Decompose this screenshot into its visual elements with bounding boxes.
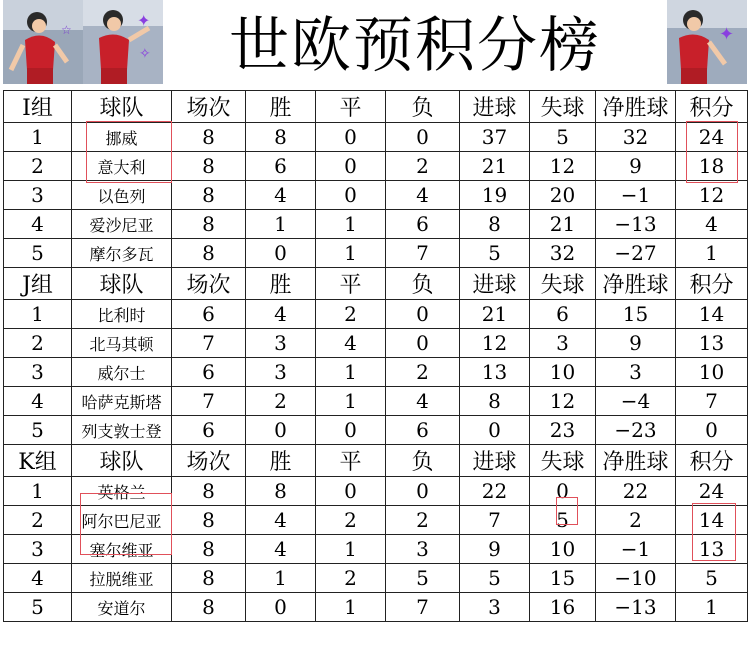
table-row	[4, 358, 748, 387]
column-header: 场次	[172, 268, 246, 300]
table-cell: 3	[246, 329, 316, 358]
table-row	[4, 416, 748, 445]
table-cell: −1	[596, 181, 676, 210]
table-cell: −13	[596, 210, 676, 239]
table-cell: 12	[530, 152, 596, 181]
group-header-row	[4, 268, 748, 300]
column-header: 净胜球	[596, 445, 676, 477]
table-cell: 8	[172, 593, 246, 622]
table-cell: 24	[676, 477, 748, 506]
table-cell: 2	[4, 329, 72, 358]
table-cell: 32	[596, 123, 676, 152]
table-row	[4, 387, 748, 416]
table-cell: −23	[596, 416, 676, 445]
table-cell: 18	[676, 152, 748, 181]
table-cell: 5	[460, 564, 530, 593]
column-header: 失球	[530, 445, 596, 477]
table-cell: 8	[172, 123, 246, 152]
column-header: 平	[316, 268, 386, 300]
table-cell: 14	[676, 506, 748, 535]
table-cell: 7	[172, 387, 246, 416]
column-header: 进球	[460, 91, 530, 123]
table-row	[4, 593, 748, 622]
table-cell: 3	[530, 329, 596, 358]
table-cell: 2	[596, 506, 676, 535]
table-cell: 4	[246, 535, 316, 564]
team-name-cell: 摩尔多瓦	[72, 239, 172, 268]
basketball-player-image	[3, 0, 83, 84]
table-cell: 0	[246, 416, 316, 445]
table-cell: 3	[4, 535, 72, 564]
table-cell: 22	[460, 477, 530, 506]
table-cell: 37	[460, 123, 530, 152]
table-cell: 0	[530, 477, 596, 506]
column-header: 胜	[246, 268, 316, 300]
basketball-player-image	[667, 0, 747, 84]
table-cell: 21	[460, 152, 530, 181]
table-cell: 10	[530, 358, 596, 387]
table-cell: 0	[316, 123, 386, 152]
table-cell: 13	[676, 535, 748, 564]
table-cell: 21	[530, 210, 596, 239]
table-cell: 8	[460, 210, 530, 239]
table-cell: 2	[316, 506, 386, 535]
table-cell: 6	[172, 358, 246, 387]
table-cell: 1	[316, 387, 386, 416]
column-header: 积分	[676, 268, 748, 300]
table-row	[4, 239, 748, 268]
basketball-player-image	[83, 0, 163, 84]
column-header: 积分	[676, 91, 748, 123]
table-cell: 4	[246, 300, 316, 329]
table-cell: 12	[460, 329, 530, 358]
table-cell: 23	[530, 416, 596, 445]
table-cell: 7	[386, 593, 460, 622]
table-cell: 2	[4, 152, 72, 181]
table-cell: 4	[386, 387, 460, 416]
team-name-cell: 以色列	[72, 181, 172, 210]
table-cell: 21	[460, 300, 530, 329]
group-header-row	[4, 445, 748, 477]
column-header: 负	[386, 268, 460, 300]
svg-text:✦: ✦	[137, 11, 151, 30]
table-cell: 7	[676, 387, 748, 416]
table-cell: 4	[246, 181, 316, 210]
table-cell: 0	[386, 300, 460, 329]
column-header: 球队	[72, 91, 172, 123]
table-row	[4, 564, 748, 593]
column-header: 胜	[246, 445, 316, 477]
table-cell: 1	[246, 210, 316, 239]
table-cell: 0	[246, 239, 316, 268]
group-label: K组	[4, 445, 72, 477]
header	[0, 0, 750, 88]
table-cell: 5	[676, 564, 748, 593]
table-cell: 2	[4, 506, 72, 535]
table-cell: 3	[4, 358, 72, 387]
table-cell: 10	[676, 358, 748, 387]
table-cell: 3	[4, 181, 72, 210]
table-cell: 14	[676, 300, 748, 329]
table-row	[4, 152, 748, 181]
table-cell: 10	[530, 535, 596, 564]
table-cell: 1	[316, 358, 386, 387]
table-cell: 0	[460, 416, 530, 445]
column-header: 失球	[530, 268, 596, 300]
table-cell: 4	[676, 210, 748, 239]
column-header: 进球	[460, 445, 530, 477]
table-cell: 6	[386, 416, 460, 445]
table-cell: 4	[316, 329, 386, 358]
table-cell: 20	[530, 181, 596, 210]
table-row	[4, 329, 748, 358]
table-cell: 1	[676, 593, 748, 622]
table-cell: 8	[246, 477, 316, 506]
table-cell: 9	[596, 329, 676, 358]
svg-text:☆: ☆	[61, 23, 72, 37]
table-row	[4, 300, 748, 329]
group-label: J组	[4, 268, 72, 300]
column-header: 失球	[530, 91, 596, 123]
table-row	[4, 210, 748, 239]
table-cell: 13	[676, 329, 748, 358]
table-cell: 1	[4, 477, 72, 506]
table-cell: 0	[386, 329, 460, 358]
table-cell: 9	[460, 535, 530, 564]
team-name-cell: 拉脱维亚	[72, 564, 172, 593]
table-row	[4, 506, 748, 535]
table-cell: 8	[460, 387, 530, 416]
table-cell: 8	[172, 239, 246, 268]
page-title: 世欧预积分榜	[229, 11, 601, 81]
table-cell: 1	[4, 123, 72, 152]
table-cell: 0	[316, 477, 386, 506]
table-cell: 5	[4, 416, 72, 445]
table-cell: 3	[246, 358, 316, 387]
standings-table	[3, 90, 748, 622]
team-name-cell: 哈萨克斯塔	[72, 387, 172, 416]
table-cell: 8	[172, 152, 246, 181]
table-cell: 5	[460, 239, 530, 268]
table-cell: 5	[530, 123, 596, 152]
table-row	[4, 535, 748, 564]
table-cell: 1	[316, 593, 386, 622]
table-cell: 2	[386, 506, 460, 535]
team-name-cell: 北马其顿	[72, 329, 172, 358]
table-row	[4, 123, 748, 152]
table-cell: 0	[316, 152, 386, 181]
table-cell: 0	[386, 477, 460, 506]
team-name-cell: 意大利	[72, 152, 172, 181]
column-header: 进球	[460, 268, 530, 300]
column-header: 负	[386, 91, 460, 123]
table-cell: 8	[172, 535, 246, 564]
column-header: 平	[316, 91, 386, 123]
table-cell: 15	[596, 300, 676, 329]
table-cell: 1	[246, 564, 316, 593]
table-cell: −4	[596, 387, 676, 416]
table-cell: 0	[316, 416, 386, 445]
table-cell: 8	[172, 210, 246, 239]
team-name-cell: 塞尔维亚	[72, 535, 172, 564]
table-cell: 3	[596, 358, 676, 387]
table-cell: 5	[530, 506, 596, 535]
table-cell: 8	[172, 477, 246, 506]
table-cell: 0	[316, 181, 386, 210]
column-header: 负	[386, 445, 460, 477]
team-name-cell: 列支敦士登	[72, 416, 172, 445]
column-header: 净胜球	[596, 91, 676, 123]
svg-text:✧: ✧	[139, 46, 151, 62]
table-cell: 4	[4, 387, 72, 416]
team-name-cell: 英格兰	[72, 477, 172, 506]
column-header: 场次	[172, 91, 246, 123]
column-header: 球队	[72, 445, 172, 477]
table-cell: 2	[316, 300, 386, 329]
table-cell: 0	[676, 416, 748, 445]
table-cell: 1	[4, 300, 72, 329]
table-cell: −10	[596, 564, 676, 593]
column-header: 净胜球	[596, 268, 676, 300]
table-cell: 1	[316, 210, 386, 239]
table-cell: 2	[316, 564, 386, 593]
table-cell: 1	[676, 239, 748, 268]
table-cell: 0	[386, 123, 460, 152]
column-header: 胜	[246, 91, 316, 123]
group-label: I组	[4, 91, 72, 123]
team-name-cell: 阿尔巴尼亚	[72, 506, 172, 535]
team-name-cell: 爱沙尼亚	[72, 210, 172, 239]
table-cell: −13	[596, 593, 676, 622]
table-cell: 2	[386, 152, 460, 181]
table-cell: 6	[172, 416, 246, 445]
table-cell: 6	[172, 300, 246, 329]
table-cell: 1	[316, 535, 386, 564]
team-name-cell: 威尔士	[72, 358, 172, 387]
table-row	[4, 477, 748, 506]
table-cell: 9	[596, 152, 676, 181]
table-cell: 1	[316, 239, 386, 268]
table-cell: 5	[4, 239, 72, 268]
table-cell: 6	[246, 152, 316, 181]
table-cell: 7	[460, 506, 530, 535]
table-cell: 6	[386, 210, 460, 239]
team-name-cell: 比利时	[72, 300, 172, 329]
table-cell: 2	[386, 358, 460, 387]
column-header: 平	[316, 445, 386, 477]
table-cell: 16	[530, 593, 596, 622]
table-row	[4, 181, 748, 210]
table-cell: 4	[4, 210, 72, 239]
table-cell: 4	[386, 181, 460, 210]
column-header: 场次	[172, 445, 246, 477]
table-cell: 24	[676, 123, 748, 152]
table-cell: 12	[530, 387, 596, 416]
table-cell: 3	[386, 535, 460, 564]
table-cell: 0	[246, 593, 316, 622]
table-cell: 15	[530, 564, 596, 593]
table-cell: 5	[4, 593, 72, 622]
table-cell: 8	[172, 181, 246, 210]
table-cell: 7	[386, 239, 460, 268]
table-cell: 8	[246, 123, 316, 152]
table-cell: 22	[596, 477, 676, 506]
table-cell: 8	[172, 506, 246, 535]
group-header-row	[4, 91, 748, 123]
svg-text:✦: ✦	[719, 24, 735, 45]
table-cell: 8	[172, 564, 246, 593]
table-cell: 12	[676, 181, 748, 210]
table-cell: 2	[246, 387, 316, 416]
table-cell: 32	[530, 239, 596, 268]
team-name-cell: 安道尔	[72, 593, 172, 622]
table-cell: 19	[460, 181, 530, 210]
table-cell: 6	[530, 300, 596, 329]
column-header: 积分	[676, 445, 748, 477]
table-cell: −27	[596, 239, 676, 268]
table-cell: 5	[386, 564, 460, 593]
column-header: 球队	[72, 268, 172, 300]
table-cell: 3	[460, 593, 530, 622]
table-cell: 7	[172, 329, 246, 358]
table-cell: 4	[4, 564, 72, 593]
table-cell: 4	[246, 506, 316, 535]
team-name-cell: 挪威	[72, 123, 172, 152]
table-cell: 13	[460, 358, 530, 387]
table-cell: −1	[596, 535, 676, 564]
